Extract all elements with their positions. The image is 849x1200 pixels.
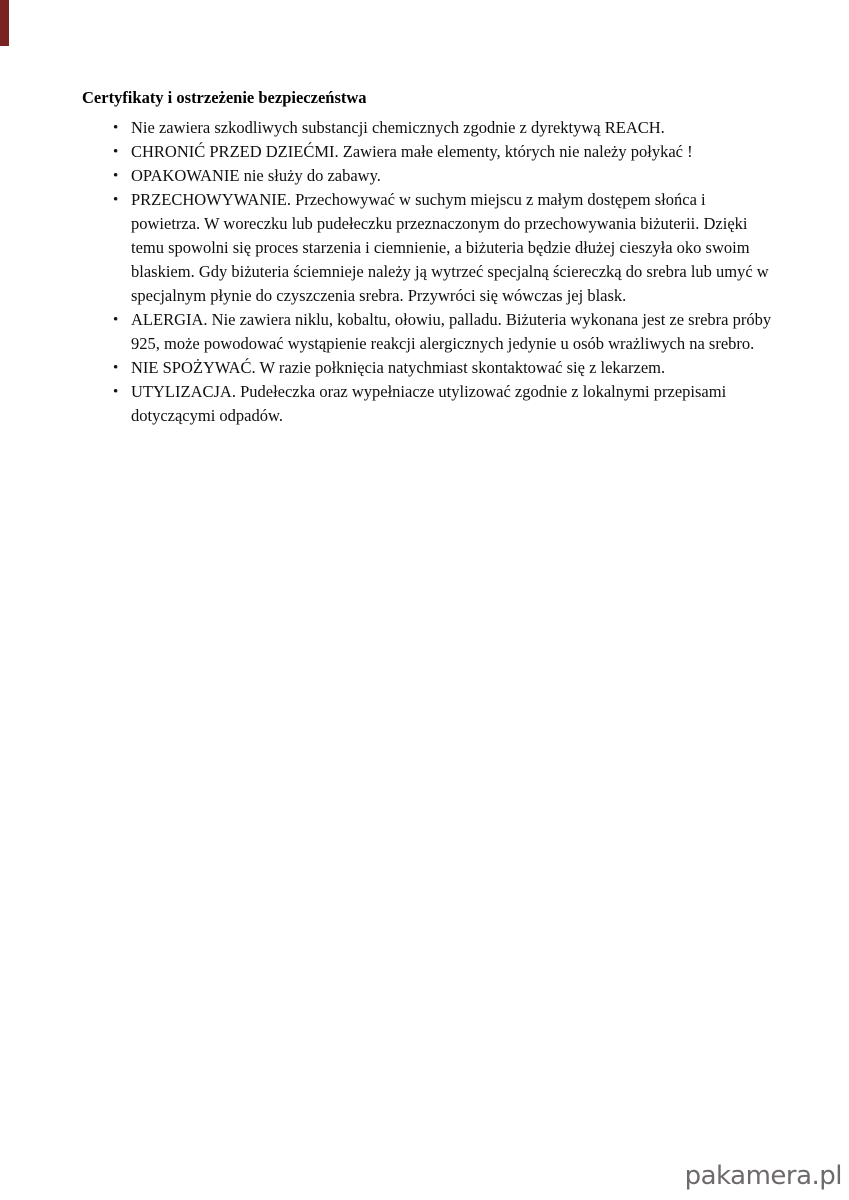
section-heading: Certyfikaty i ostrzeżenie bezpieczeństwa <box>82 88 367 107</box>
list-item: • ALERGIA. Nie zawiera niklu, kobaltu, ołowiu, palladu. Biżuteria wykonana jest ze srebra próby 925, może powodować wystąpienie reakcji alergicznych jedynie u osób wrażliwych na srebro. <box>131 308 774 356</box>
list-item: • PRZECHOWYWANIE. Przechowywać w suchym miejscu z małym dostępem słońca i powietrza. W woreczku lub pudełeczku przeznaczonym do przechowywania biżuterii. Dzięki temu spowolni się proces starzenia i ciemnienie, a biżuteria będzie dłużej cieszyła oko swoim blaskiem. Gdy biżuteria ściemnieje należy ją wytrzeć specjalną ściereczką do srebra lub umyć w specjalnym płynie do czyszczenia srebra. Przywróci się wówczas jej blask. <box>131 188 774 308</box>
list-item: • UTYLIZACJA. Pudełeczka oraz wypełniacze utylizować zgodnie z lokalnymi przepisami dotyczącymi odpadów. <box>131 380 774 428</box>
document-content <box>82 88 782 428</box>
list-item: • CHRONIĆ PRZED DZIEĆMI. Zawiera małe elementy, których nie należy połykać ! <box>131 140 774 164</box>
list-item: • Nie zawiera szkodliwych substancji chemicznych zgodnie z dyrektywą REACH. <box>131 116 774 140</box>
left-edge-red-strip <box>0 0 9 46</box>
pakamera-watermark: pakamera.pl <box>684 1161 842 1191</box>
list-item: • OPAKOWANIE nie służy do zabawy. <box>131 164 774 188</box>
list-item: • NIE SPOŻYWAĆ. W razie połknięcia natychmiast skontaktować się z lekarzem. <box>131 356 774 380</box>
safety-warning-list <box>82 116 782 428</box>
